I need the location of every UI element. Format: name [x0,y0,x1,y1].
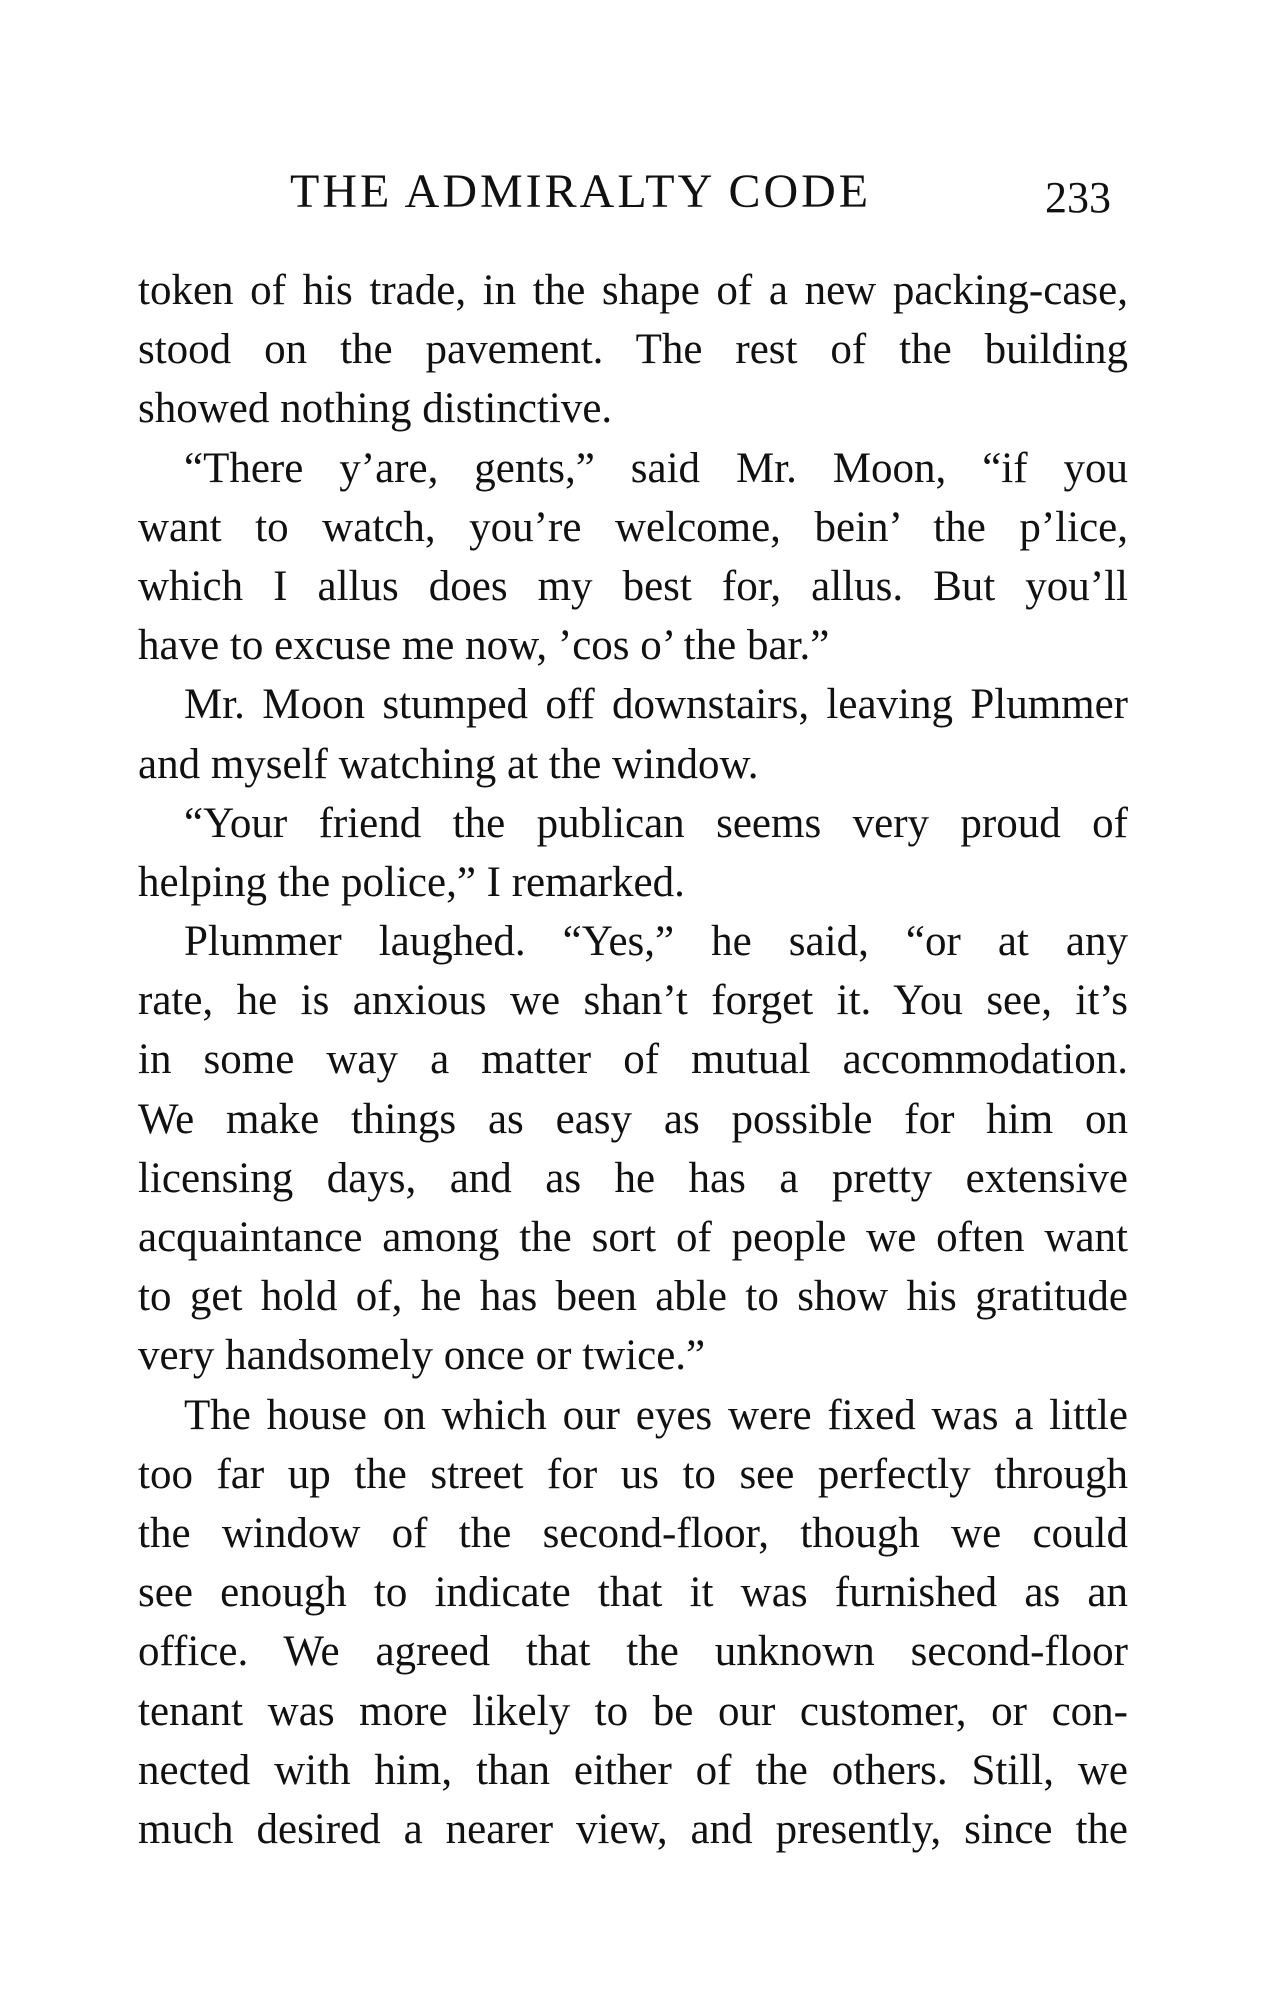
text-line: the window of the second-floor, though we could [138,1509,1128,1557]
running-title: THE ADMIRALTY CODE [290,165,872,218]
body-text [138,261,1128,1859]
text-line: office. We agreed that the unknown second-floor [138,1628,1128,1676]
text-line: “There y’are, gents,” said Mr. Moon, “if you [184,444,1128,492]
text-line: “Your friend the publican seems very proud of [184,799,1128,847]
text-line: nected with him, than either of the others. Still, we [138,1746,1128,1794]
text-line: which I allus does my best for, allus. But you’ll [138,562,1128,610]
text-line: Mr. Moon stumped off downstairs, leaving Plummer [184,681,1128,729]
text-line: rate, he is anxious we shan’t forget it. You see, it’s [138,977,1128,1025]
text-line: helping the police,” I remarked. [138,858,685,906]
page-number: 233 [1045,173,1111,222]
text-line: want to watch, you’re welcome, bein’ the p’lice, [138,503,1128,551]
text-line: acquaintance among the sort of people we often want [138,1214,1128,1261]
text-line: stood on the pavement. The rest of the building [138,326,1128,374]
running-head [290,162,1130,222]
text-line: too far up the street for us to see perfectly through [138,1450,1128,1498]
text-line: The house on which our eyes were fixed was a little [184,1391,1128,1439]
text-line: showed nothing distinctive. [138,385,613,433]
text-line: Plummer laughed. “Yes,” he said, “or at any [184,918,1128,966]
text-line: and myself watching at the window. [138,740,759,788]
text-line: see enough to indicate that it was furnished as an [138,1569,1128,1617]
text-line: token of his trade, in the shape of a new packing-case, [138,267,1128,314]
text-line: much desired a nearer view, and presently, since the [138,1805,1128,1853]
text-line: We make things as easy as possible for him on [138,1095,1128,1143]
text-line: to get hold of, he has been able to show his gratitude [138,1273,1128,1321]
text-line: have to excuse me now, ’cos o’ the bar.” [138,622,830,670]
text-line: very handsomely once or twice.” [138,1332,706,1380]
text-line: licensing days, and as he has a pretty extensive [138,1154,1128,1202]
text-line: in some way a matter of mutual accommodation. [138,1036,1128,1084]
text-line: tenant was more likely to be our customer, or con- [138,1687,1128,1735]
